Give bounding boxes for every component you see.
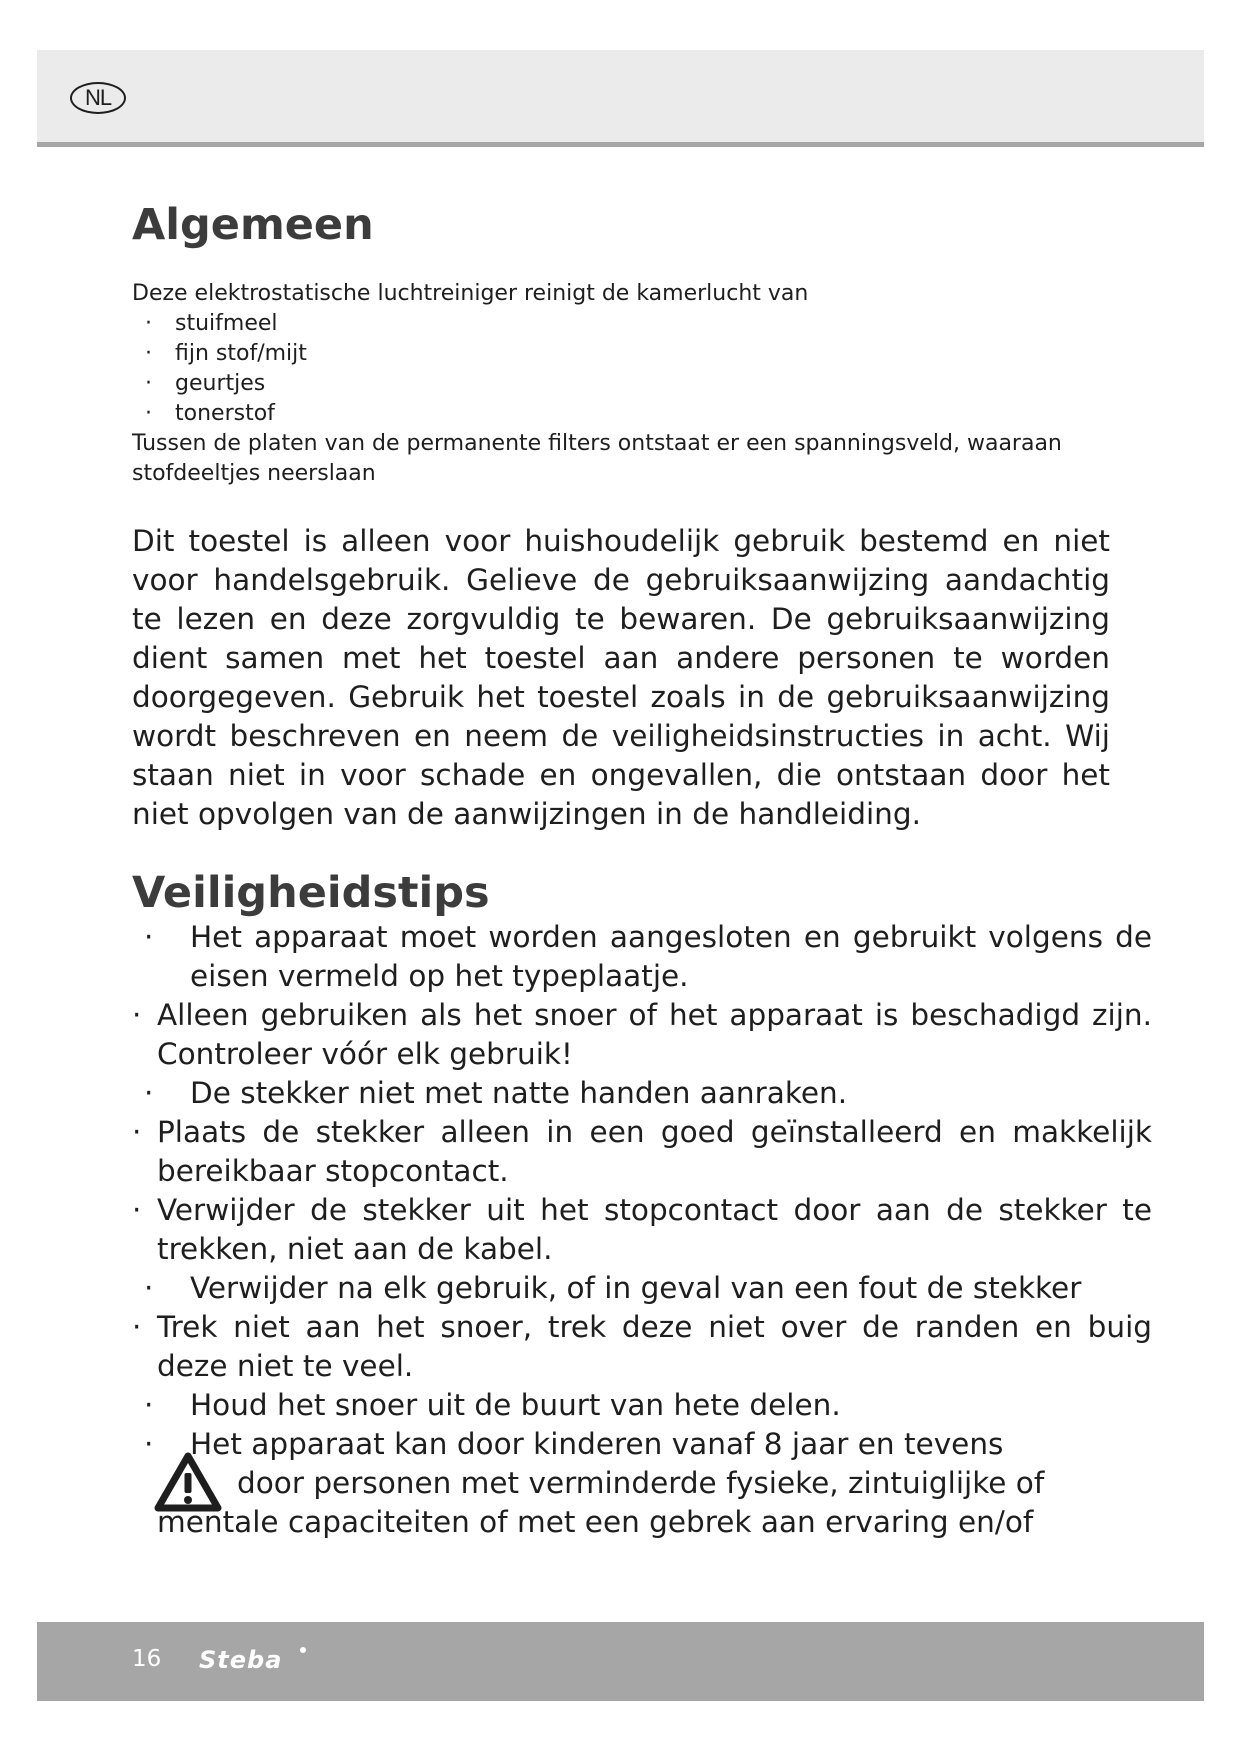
bullet: · xyxy=(145,401,152,426)
bullet: · xyxy=(132,998,142,1032)
bullet: · xyxy=(132,1115,142,1149)
list-item: · stuifmeel xyxy=(132,309,1132,339)
header-band xyxy=(37,50,1204,147)
warning-line-1: Het apparaat kan door kinderen vanaf 8 jaar en tevens xyxy=(190,1427,1004,1461)
language-badge: NL xyxy=(70,82,126,114)
list-item: · fijn stof/mijt xyxy=(132,339,1132,369)
list-item: · Trek niet aan het snoer, trek deze niet over de randen en buig deze niet te veel. xyxy=(132,1310,1152,1383)
list-item: · Verwijder na elk gebruik, of in geval van een fout de stekker xyxy=(132,1269,1152,1308)
warning-line-2: door personen met verminderde fysieke, zintuiglijke of xyxy=(237,1466,1045,1500)
footer-band xyxy=(37,1622,1204,1701)
list-item: · tonerstof xyxy=(132,399,1132,429)
intro-block xyxy=(132,279,1132,489)
steba-logo xyxy=(195,1642,310,1678)
bullet: · xyxy=(144,920,154,954)
list-item: · Plaats de stekker alleen in een goed geïnstalleerd en makkelijk bereikbaar stopcontact. xyxy=(132,1115,1152,1188)
list-item: · geurtjes xyxy=(132,369,1132,399)
explanation-line-2: stofdeeltjes neerslaan xyxy=(132,461,376,486)
brand-text: Steba xyxy=(199,1646,283,1674)
bullet: · xyxy=(144,1427,154,1461)
section-heading-general: Algemeen xyxy=(132,200,374,250)
bullet: · xyxy=(144,1388,154,1422)
bullet: · xyxy=(145,371,152,396)
list-item: · Alleen gebruiken als het snoer of het apparaat is beschadigd zijn. Controleer vóór elk gebruik! xyxy=(132,998,1152,1071)
bullet: · xyxy=(144,1271,154,1305)
safety-tips-list xyxy=(132,918,1152,1542)
list-item: · Verwijder de stekker uit het stopcontact door aan de stekker te trekken, niet aan de kabel. xyxy=(132,1193,1152,1266)
page-number: 16 xyxy=(132,1646,162,1672)
warning-icon xyxy=(154,1451,222,1513)
bullet: · xyxy=(132,1193,142,1227)
warning-list-item xyxy=(132,1425,1152,1542)
list-item: · Het apparaat moet worden aangesloten en gebruikt volgens de eisen vermeld op het typeplaatje. xyxy=(144,920,1152,993)
bullet: · xyxy=(145,341,152,366)
bullet: · xyxy=(144,1076,154,1110)
usage-paragraph: Dit toestel is alleen voor huishoudelijk gebruik bestemd en niet voor handelsgebruik. Gelieve de gebruiksaanwijzing aandachtig te lezen en deze zorgvuldig te bewaren. De gebruiksaanwijzing dient samen met het toestel aan andere personen te worden doorgegeven. Gebruik het toestel zoals in de gebruiksaanwijzing wordt beschreven en neem de veiligheidsinstructies in acht. Wij staan niet in voor schade en ongevallen, die ontstaan door het niet opvolgen van de aanwijzingen in de handleiding. xyxy=(132,524,1110,831)
bullet: · xyxy=(145,311,152,336)
explanation-line-1: Tussen de platen van de permanente filters ontstaat er een spanningsveld, waaraan xyxy=(132,431,1062,456)
list-item: · De stekker niet met natte handen aanraken. xyxy=(132,1074,1152,1113)
intro-text: Deze elektrostatische luchtreiniger reinigt de kamerlucht van xyxy=(132,281,809,306)
section-heading-safety: Veiligheidstips xyxy=(132,868,490,918)
list-item: · Houd het snoer uit de buurt van hete delen. xyxy=(132,1386,1152,1425)
warning-line-3: mentale capaciteiten of met een gebrek aan ervaring en/of xyxy=(157,1505,1034,1539)
bullet: · xyxy=(132,1310,142,1344)
